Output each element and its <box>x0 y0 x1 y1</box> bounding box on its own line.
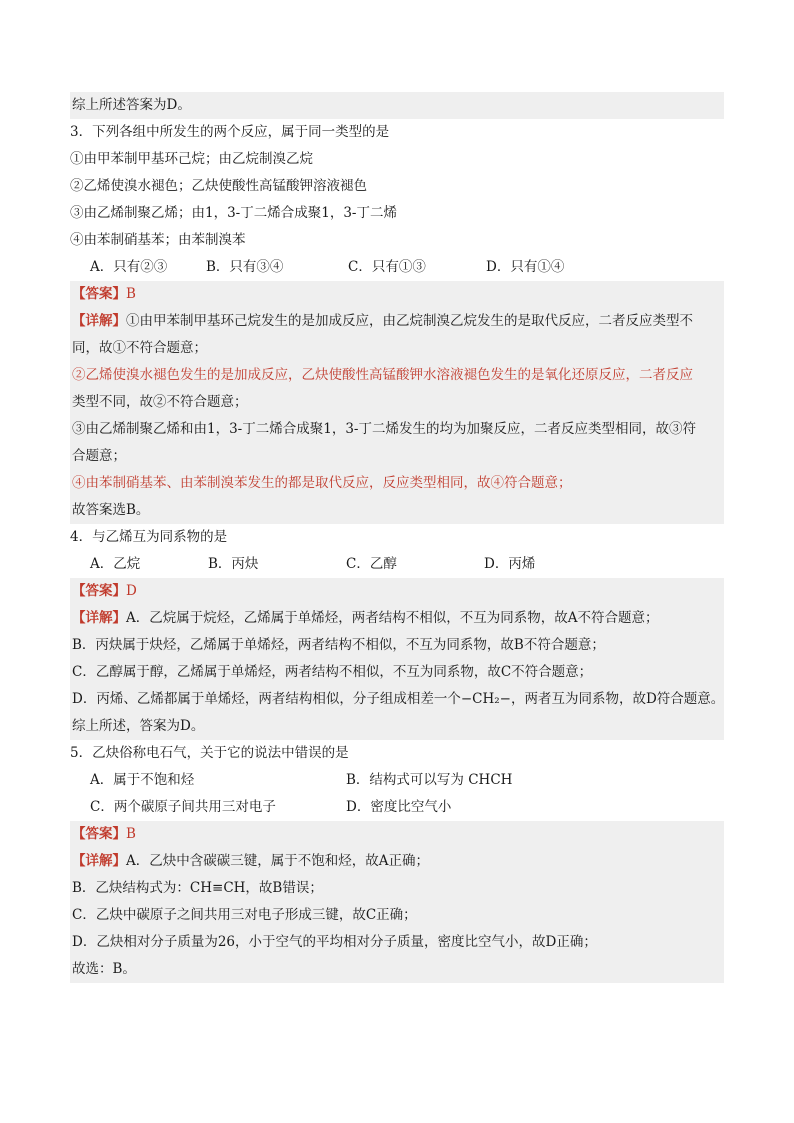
question-line <box>70 146 724 173</box>
text-span: 5．乙炔俗称电石气，关于它的说法中错误的是 <box>70 745 349 761</box>
text-span: B <box>126 286 136 302</box>
answer-line <box>70 686 724 713</box>
document-page <box>70 92 724 983</box>
option-item: A．属于不饱和烃 <box>90 772 195 788</box>
option-item: C．乙醇 <box>346 556 397 572</box>
option-item: D．密度比空气小 <box>346 799 452 815</box>
question-line <box>70 227 724 254</box>
text-span: D．乙炔相对分子质量为26，小于空气的平均相对分子质量，密度比空气小，故D正确； <box>72 934 597 950</box>
option-item: B．丙炔 <box>208 556 259 572</box>
answer-line <box>70 605 724 632</box>
text-span: B．丙炔属于炔烃，乙烯属于单烯烃，两者结构不相似，不互为同系物，故B不符合题意； <box>72 637 605 653</box>
text-span: ①由甲苯制甲基环己烷发生的是加成反应，由乙烷制溴乙烷发生的是取代反应，二者反应类型不 <box>126 313 693 329</box>
text-span: 4．与乙烯互为同系物的是 <box>70 529 228 545</box>
text-span: 故答案选B。 <box>72 502 150 518</box>
text-span: B．乙炔结构式为：CH≡CH，故B错误； <box>72 880 323 896</box>
option-item: B．只有③④ <box>206 259 284 275</box>
text-span: ③由乙烯制聚乙烯；由1，3-丁二烯合成聚1，3-丁二烯 <box>70 205 397 221</box>
section-tag: 【答案】 <box>72 583 126 599</box>
answer-line <box>70 902 724 929</box>
section-tag: 【详解】 <box>72 313 126 329</box>
answer-line <box>70 443 724 470</box>
section-tag: 【详解】 <box>72 610 126 626</box>
option-item: D．只有①④ <box>486 259 565 275</box>
answer-line <box>70 497 724 524</box>
option-item: D．丙烯 <box>484 556 536 572</box>
text-span: D <box>126 583 137 599</box>
text-span: C．乙醇属于醇，乙烯属于单烯烃，两者结构不相似，不互为同系物，故C不符合题意； <box>72 664 593 680</box>
option-item: A．乙烷 <box>90 556 141 572</box>
answer-line <box>70 281 724 308</box>
option-item: A．只有②③ <box>90 259 168 275</box>
text-span: 综上所述答案为D。 <box>72 97 191 113</box>
answer-line <box>70 92 724 119</box>
text-span: 故选：B。 <box>72 961 136 977</box>
answer-line <box>70 308 724 335</box>
text-span: B <box>126 826 136 842</box>
options-row <box>70 254 724 281</box>
text-span: ①由甲苯制甲基环己烷；由乙烷制溴乙烷 <box>70 151 313 167</box>
section-tag: 【答案】 <box>72 286 126 302</box>
section-tag: 【答案】 <box>72 826 126 842</box>
question-line <box>70 200 724 227</box>
answer-line <box>70 416 724 443</box>
options-row <box>70 551 724 578</box>
answer-line <box>70 875 724 902</box>
answer-line <box>70 821 724 848</box>
text-span: ④由苯制硝基苯；由苯制溴苯 <box>70 232 246 248</box>
text-span: 综上所述，答案为D。 <box>72 718 205 734</box>
text-span: ②乙烯使溴水褪色发生的是加成反应，乙炔使酸性高锰酸钾水溶液褪色发生的是氧化还原反应，二者反应 <box>72 367 693 383</box>
answer-line <box>70 578 724 605</box>
options-row <box>70 767 724 794</box>
text-span: A．乙烷属于烷烃，乙烯属于单烯烃，两者结构不相似，不互为同系物，故A不符合题意； <box>126 610 659 626</box>
question-line <box>70 740 724 767</box>
text-span: 类型不同，故②不符合题意； <box>72 394 248 410</box>
answer-line <box>70 659 724 686</box>
text-span: 同，故①不符合题意； <box>72 340 207 356</box>
text-span: A．乙炔中含碳碳三键，属于不饱和烃，故A正确； <box>126 853 429 869</box>
option-item: C．只有①③ <box>348 259 426 275</box>
text-span: 合题意； <box>72 448 126 464</box>
answer-line <box>70 956 724 983</box>
answer-line <box>70 362 724 389</box>
answer-line <box>70 470 724 497</box>
options-row <box>70 794 724 821</box>
answer-line <box>70 848 724 875</box>
question-line <box>70 524 724 551</box>
question-line <box>70 173 724 200</box>
option-item: C．两个碳原子间共用三对电子 <box>90 799 276 815</box>
text-span: ②乙烯使溴水褪色；乙炔使酸性高锰酸钾溶液褪色 <box>70 178 367 194</box>
answer-line <box>70 632 724 659</box>
text-span: ④由苯制硝基苯、由苯制溴苯发生的都是取代反应，反应类型相同，故④符合题意； <box>72 475 572 491</box>
section-tag: 【详解】 <box>72 853 126 869</box>
question-line <box>70 119 724 146</box>
text-span: D．丙烯、乙烯都属于单烯烃，两者结构相似，分子组成相差一个−CH₂−，两者互为同系物，故D符合题意。 <box>72 691 724 707</box>
answer-line <box>70 389 724 416</box>
option-item: B．结构式可以写为 CHCH <box>346 772 513 788</box>
answer-line <box>70 335 724 362</box>
answer-line <box>70 713 724 740</box>
text-span: 3．下列各组中所发生的两个反应，属于同一类型的是 <box>70 124 390 140</box>
text-span: C．乙炔中碳原子之间共用三对电子形成三键，故C正确； <box>72 907 417 923</box>
text-span: ③由乙烯制聚乙烯和由1，3-丁二烯合成聚1，3-丁二烯发生的均为加聚反应，二者反应类型相同，故③符 <box>72 421 696 437</box>
answer-line <box>70 929 724 956</box>
